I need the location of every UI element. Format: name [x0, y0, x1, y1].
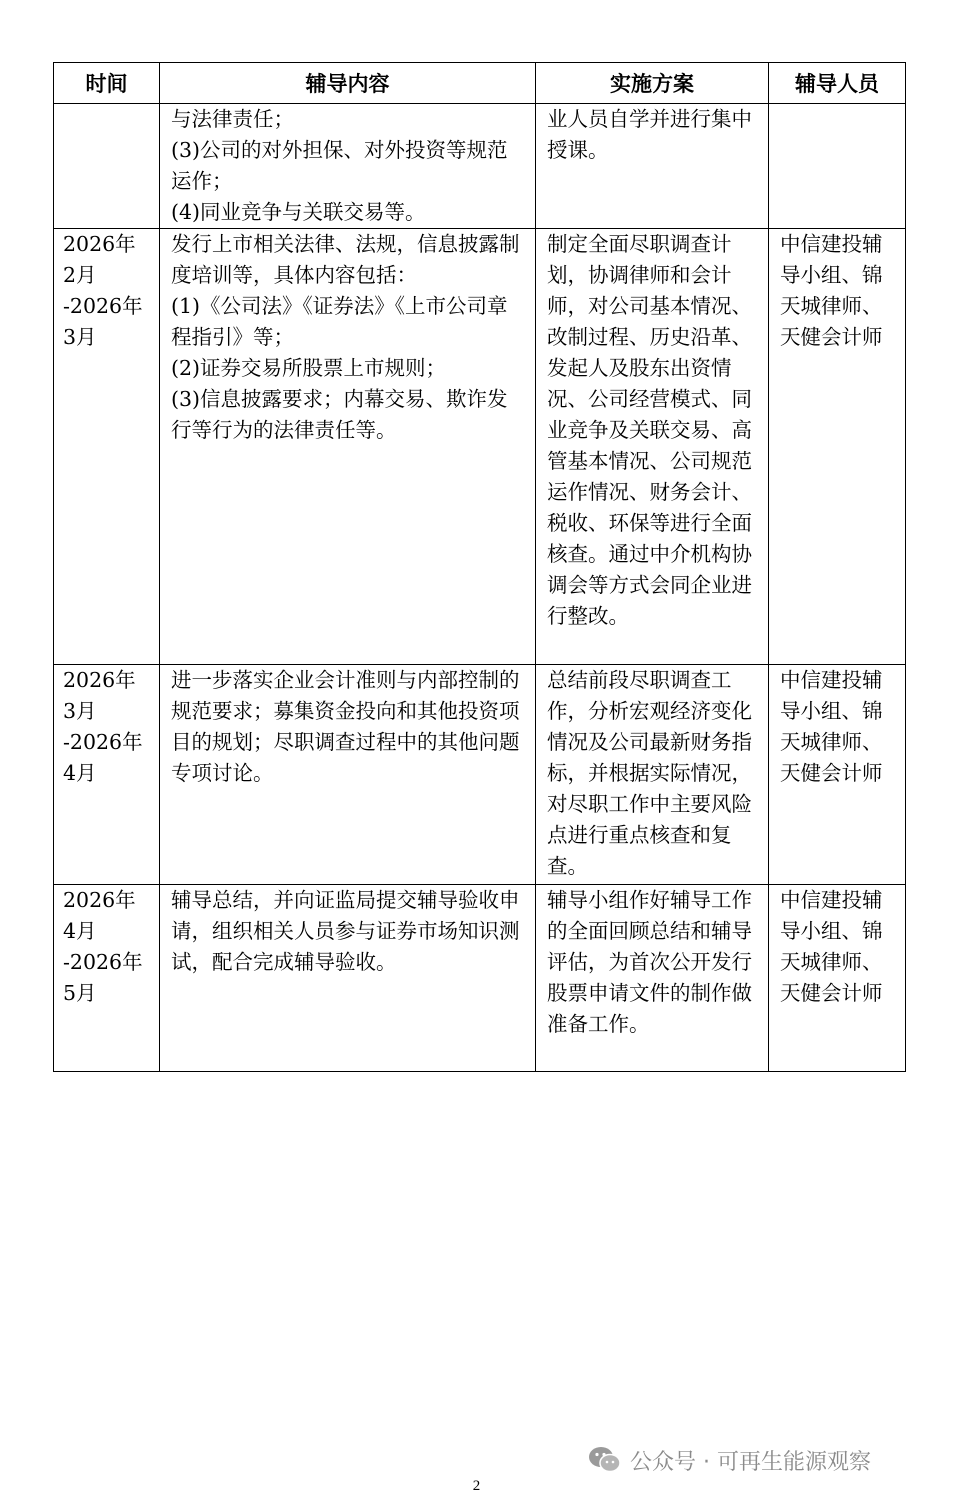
table-row — [54, 885, 906, 1072]
staff-cell — [769, 104, 906, 229]
plan-cell: 辅导小组作好辅导工作的全面回顾总结和辅导评估，为首次公开发行股票申请文件的制作做准备工作。 — [536, 885, 769, 1072]
staff-cell: 中信建投辅导小组、锦天城律师、天健会计师 — [769, 885, 906, 1072]
header-plan: 实施方案 — [536, 63, 769, 104]
plan-cell: 总结前段尽职调查工作，分析宏观经济变化情况及公司最新财务指标，并根据实际情况，对尽职工作中主要风险点进行重点核查和复查。 — [536, 665, 769, 885]
table-row — [54, 665, 906, 885]
plan-cell: 制定全面尽职调查计划，协调律师和会计师，对公司基本情况、改制过程、历史沿革、发起人及股东出资情况、公司经营模式、同业竞争及关联交易、高管基本情况、公司规范运作情况、财务会计、税收、环保等进行全面核查。通过中介机构协调会等方式会同企业进行整改。 — [536, 229, 769, 665]
time-cell: 2026年 3月 -2026年 4月 — [54, 665, 160, 885]
time-cell: 2026年 4月 -2026年 5月 — [54, 885, 160, 1072]
time-cell: 2026年 2月 -2026年 3月 — [54, 229, 160, 665]
schedule-table — [53, 62, 906, 1072]
staff-cell: 中信建投辅导小组、锦天城律师、天健会计师 — [769, 229, 906, 665]
plan-cell: 业人员自学并进行集中授课。 — [536, 104, 769, 229]
header-time: 时间 — [54, 63, 160, 104]
content-cell: 发行上市相关法律、法规，信息披露制度培训等，具体内容包括： (1)《公司法》《证券法》《上市公司章程指引》等； (2)证券交易所股票上市规则； (3)信息披露要求；内幕交易、欺诈发行等行为的法律责任等。 — [160, 229, 536, 665]
wechat-icon — [588, 1445, 622, 1475]
watermark-text: 公众号 · 可再生能源观察 — [630, 1449, 871, 1475]
page-number: 2 — [472, 1478, 481, 1494]
watermark — [588, 1440, 871, 1480]
header-row — [54, 63, 906, 104]
header-content: 辅导内容 — [160, 63, 536, 104]
table-row — [54, 229, 906, 665]
table-row — [54, 104, 906, 229]
content-cell: 辅导总结，并向证监局提交辅导验收申请，组织相关人员参与证券市场知识测试，配合完成辅导验收。 — [160, 885, 536, 1072]
staff-cell: 中信建投辅导小组、锦天城律师、天健会计师 — [769, 665, 906, 885]
time-cell — [54, 104, 160, 229]
content-cell: 与法律责任； (3)公司的对外担保、对外投资等规范运作； (4)同业竞争与关联交易等。 — [160, 104, 536, 229]
header-staff: 辅导人员 — [769, 63, 906, 104]
content-cell: 进一步落实企业会计准则与内部控制的规范要求；募集资金投向和其他投资项目的规划；尽职调查过程中的其他问题专项讨论。 — [160, 665, 536, 885]
